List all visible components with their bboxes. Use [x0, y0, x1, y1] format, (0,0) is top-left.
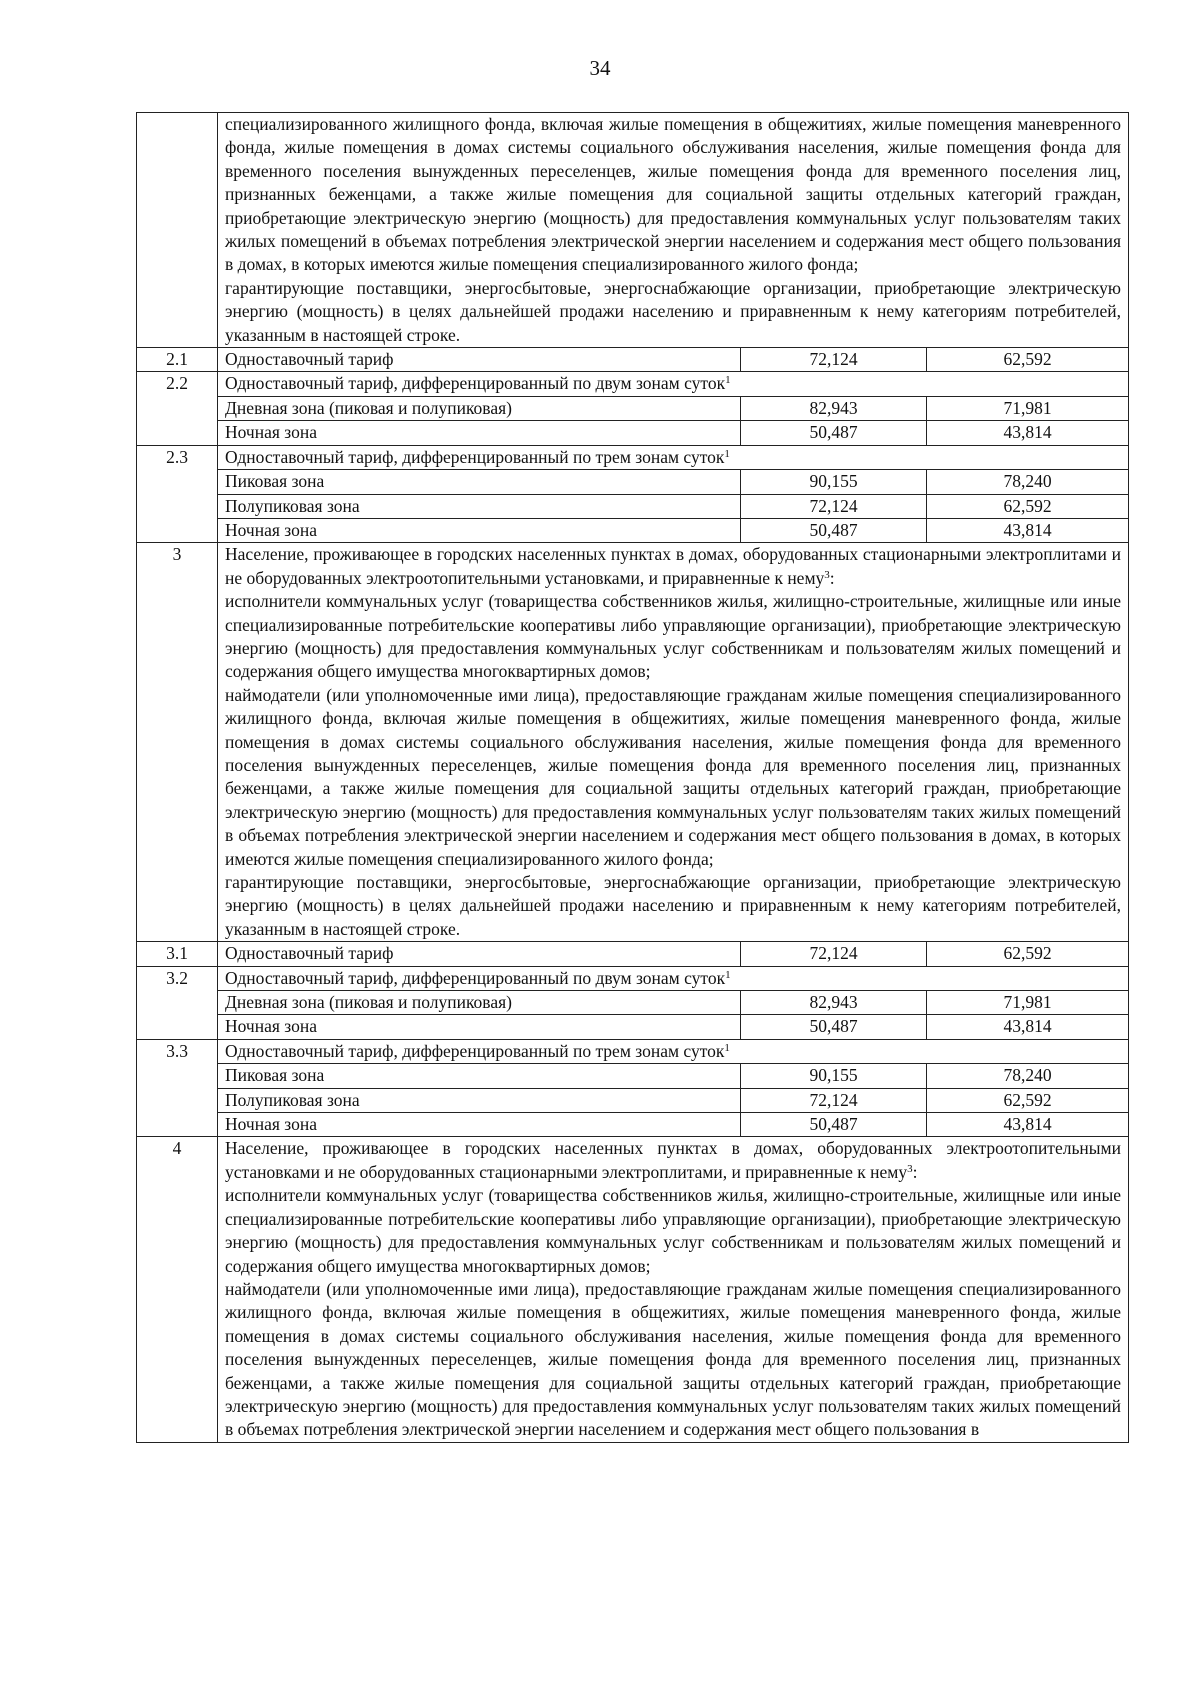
heading-suffix: :	[912, 1161, 918, 1182]
tariff-group-label	[218, 445, 1129, 469]
zone-label: Ночная зона	[218, 518, 741, 542]
tariff-label: Одноставочный тариф	[218, 348, 741, 372]
tariff-value-1: 90,155	[741, 1064, 927, 1088]
footnote-ref: 3	[824, 568, 830, 581]
tariff-group-text: Одноставочный тариф, дифференцированный по трем зонам суток	[225, 446, 725, 467]
description-paragraph: исполнители коммунальных услуг (товарищества собственников жилья, жилищно-строительные, жилищные или иные специализированные потребительские кооперативы либо управляющие организации), приобретающие электрическую энергию (мощность) для предоставления коммунальных услуг собственникам и пользователям жилых помещений и содержания общего имущества многоквартирных домов;	[225, 1185, 1121, 1276]
tariff-value-2: 43,814	[927, 1015, 1129, 1039]
tariff-value-2: 62,592	[927, 942, 1129, 966]
section-heading-text: Население, проживающее в городских населенных пунктах в домах, оборудованных стационарными электроплитами и не оборудованных электроотопительными установками, и приравненные к нему	[225, 544, 1121, 588]
row-number: 3.2	[137, 966, 218, 1039]
table-row	[137, 991, 1129, 1015]
table-row	[137, 966, 1129, 990]
page-number: 34	[589, 56, 611, 80]
zone-label: Ночная зона	[218, 421, 741, 445]
description-paragraph: наймодатели (или уполномоченные ими лица), предоставляющие гражданам жилые помещения специализированного жилищного фонда, включая жилые помещения в общежитиях, жилые помещения маневренного фонда, жилые помещения в домах системы социального обслуживания населения, жилые помещения фонда для временного поселения вынужденных переселенцев, жилые помещения фонда для временного поселения лиц, признанных беженцами, а также жилые помещения для социальной защиты отдельных категорий граждан, приобретающие электрическую энергию (мощность) для предоставления коммунальных услуг пользователям таких жилых помещений в объемах потребления электрической энергии населением и содержания мест общего пользования в домах, в которых имеются жилые помещения специализированного жилого фонда;	[225, 684, 1121, 869]
table-row	[137, 1113, 1129, 1137]
table-row	[137, 113, 1129, 348]
tariff-value-2: 71,981	[927, 396, 1129, 420]
tariff-label: Одноставочный тариф	[218, 942, 741, 966]
tariff-value-2: 62,592	[927, 1088, 1129, 1112]
table-row	[137, 543, 1129, 942]
row-number: 2.3	[137, 445, 218, 543]
tariff-value-1: 50,487	[741, 1113, 927, 1137]
tariff-value-1: 50,487	[741, 1015, 927, 1039]
tariff-value-1: 72,124	[741, 1088, 927, 1112]
tariff-value-2: 78,240	[927, 470, 1129, 494]
tariff-value-2: 62,592	[927, 494, 1129, 518]
description-cell	[218, 543, 1129, 942]
tariff-value-1: 72,124	[741, 348, 927, 372]
tariff-value-2: 78,240	[927, 1064, 1129, 1088]
tariff-group-label	[218, 372, 1129, 396]
zone-label: Ночная зона	[218, 1015, 741, 1039]
heading-suffix: :	[829, 567, 835, 588]
tariff-value-1: 90,155	[741, 470, 927, 494]
description-paragraph: гарантирующие поставщики, энергосбытовые, энергоснабжающие организации, приобретающие электрическую энергию (мощность) в целях дальнейшей продажи населению и приравненным к нему категориям потребителей, указанным в настоящей строке.	[225, 872, 1121, 939]
table-row	[137, 942, 1129, 966]
description-paragraph: гарантирующие поставщики, энергосбытовые, энергоснабжающие организации, приобретающие электрическую энергию (мощность) в целях дальнейшей продажи населению и приравненным к нему категориям потребителей, указанным в настоящей строке.	[225, 277, 1121, 345]
row-number: 3.1	[137, 942, 218, 966]
table-row	[137, 421, 1129, 445]
row-number-cell	[137, 113, 218, 348]
section-heading	[225, 543, 1121, 590]
tariff-value-2: 71,981	[927, 991, 1129, 1015]
zone-label: Пиковая зона	[218, 1064, 741, 1088]
table-row	[137, 372, 1129, 396]
table-row	[137, 348, 1129, 372]
tariff-value-1: 82,943	[741, 396, 927, 420]
row-number: 3	[137, 543, 218, 942]
description-paragraph: исполнители коммунальных услуг (товарищества собственников жилья, жилищно-строительные, жилищные или иные специализированные потребительские кооперативы либо управляющие организации), приобретающие электрическую энергию (мощность) для предоставления коммунальных услуг собственникам и пользователям жилых помещений и содержания общего имущества многоквартирных домов;	[225, 591, 1121, 682]
tariff-value-1: 72,124	[741, 494, 927, 518]
description-cell	[218, 1137, 1129, 1442]
table-row	[137, 1064, 1129, 1088]
tariff-value-2: 43,814	[927, 518, 1129, 542]
tariff-table	[136, 112, 1129, 1443]
description-paragraph: наймодатели (или уполномоченные ими лица), предоставляющие гражданам жилые помещения специализированного жилищного фонда, включая жилые помещения в общежитиях, жилые помещения маневренного фонда, жилые помещения в домах системы социального обслуживания населения, жилые помещения фонда для временного поселения вынужденных переселенцев, жилые помещения фонда для временного поселения лиц, признанных беженцами, а также жилые помещения для социальной защиты отдельных категорий граждан, приобретающие электрическую энергию (мощность) для предоставления коммунальных услуг пользователям таких жилых помещений в объемах потребления электрической энергии населением и содержания мест общего пользования в	[225, 1278, 1121, 1440]
zone-label: Ночная зона	[218, 1113, 741, 1137]
zone-label: Полупиковая зона	[218, 494, 741, 518]
tariff-value-2: 62,592	[927, 348, 1129, 372]
tariff-group-label	[218, 1039, 1129, 1063]
zone-label: Дневная зона (пиковая и полупиковая)	[218, 991, 741, 1015]
tariff-value-1: 50,487	[741, 421, 927, 445]
description-cell	[218, 113, 1129, 348]
section-heading-text: Население, проживающее в городских населенных пунктах в домах, оборудованных электроотопительными установками и не оборудованных стационарными электроплитами, и приравненные к нему	[225, 1138, 1121, 1182]
table-row	[137, 470, 1129, 494]
footnote-ref: 1	[725, 968, 731, 981]
tariff-group-label	[218, 966, 1129, 990]
zone-label: Пиковая зона	[218, 470, 741, 494]
row-number: 2.2	[137, 372, 218, 445]
zone-label: Полупиковая зона	[218, 1088, 741, 1112]
footnote-ref: 3	[907, 1162, 913, 1175]
table-row	[137, 445, 1129, 469]
zone-label: Дневная зона (пиковая и полупиковая)	[218, 396, 741, 420]
row-number: 3.3	[137, 1039, 218, 1137]
tariff-value-2: 43,814	[927, 421, 1129, 445]
table-row	[137, 396, 1129, 420]
row-number: 2.1	[137, 348, 218, 372]
tariff-group-text: Одноставочный тариф, дифференцированный по двум зонам суток	[225, 373, 726, 394]
table-row	[137, 518, 1129, 542]
section-heading	[225, 1137, 1121, 1184]
table-row	[137, 1015, 1129, 1039]
description-paragraph: специализированного жилищного фонда, включая жилые помещения в общежитиях, жилые помещения маневренного фонда, жилые помещения в домах системы социального обслуживания населения, жилые помещения фонда для временного поселения вынужденных переселенцев, жилые помещения фонда для временного поселения лиц, признанных беженцами, а также жилые помещения для социальной защиты отдельных категорий граждан, приобретающие электрическую энергию (мощность) для предоставления коммунальных услуг пользователям таких жилых помещений в объемах потребления электрической энергии населением и содержания мест общего пользования в домах, в которых имеются жилые помещения специализированного жилого фонда;	[225, 114, 1121, 275]
table-row	[137, 1039, 1129, 1063]
table-row	[137, 1137, 1129, 1442]
footnote-ref: 1	[725, 374, 731, 387]
tariff-value-2: 43,814	[927, 1113, 1129, 1137]
tariff-group-text: Одноставочный тариф, дифференцированный по двум зонам суток	[225, 967, 726, 988]
footnote-ref: 1	[724, 447, 730, 460]
table-row	[137, 494, 1129, 518]
tariff-value-1: 82,943	[741, 991, 927, 1015]
row-number: 4	[137, 1137, 218, 1442]
tariff-group-text: Одноставочный тариф, дифференцированный по трем зонам суток	[225, 1040, 725, 1061]
footnote-ref: 1	[724, 1041, 730, 1054]
tariff-value-1: 72,124	[741, 942, 927, 966]
table-row	[137, 1088, 1129, 1112]
tariff-value-1: 50,487	[741, 518, 927, 542]
